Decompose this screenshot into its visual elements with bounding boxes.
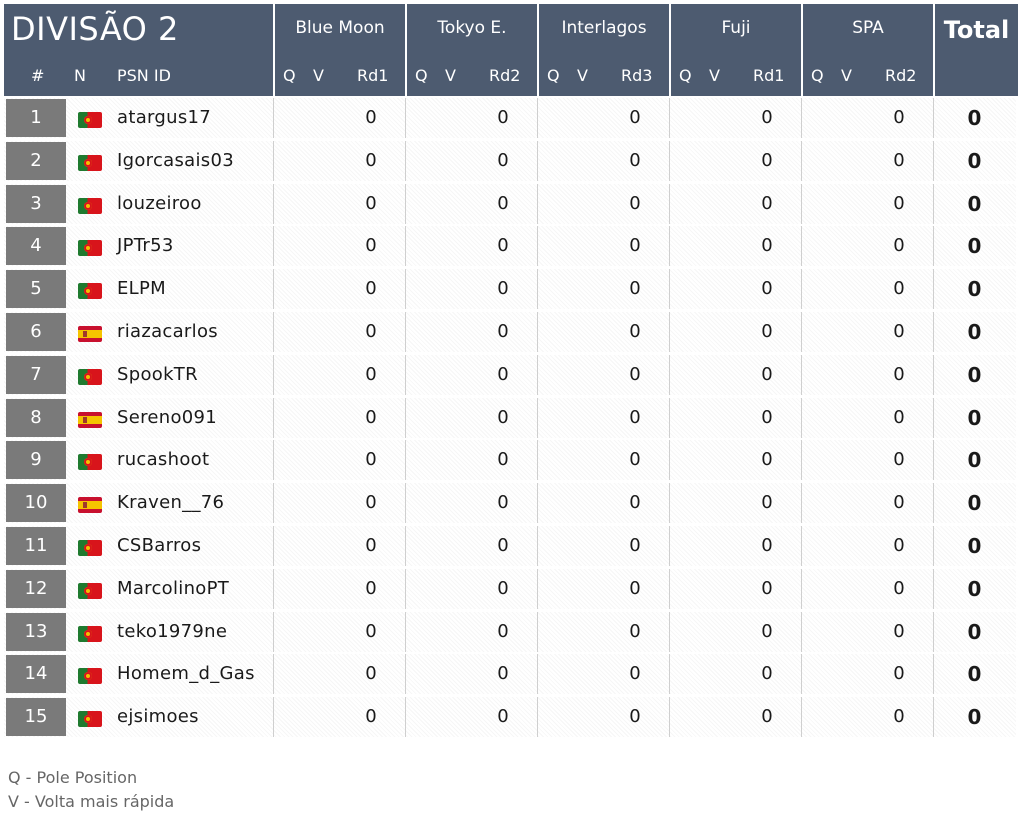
column-divider	[669, 654, 670, 694]
portugal-flag-icon	[78, 583, 102, 599]
column-divider	[405, 226, 406, 266]
column-divider	[669, 526, 670, 566]
round-score: 0	[761, 706, 773, 728]
round-score: 0	[761, 406, 773, 428]
column-divider	[537, 654, 538, 694]
table-row	[4, 226, 1016, 266]
position-cell: 11	[6, 527, 66, 565]
total-score: 0	[967, 662, 982, 687]
track-name: Blue Moon	[295, 18, 385, 38]
table-row	[4, 483, 1016, 523]
round-score: 0	[629, 149, 641, 171]
column-divider	[537, 612, 538, 652]
track-header-interlagos	[539, 4, 669, 96]
column-divider	[405, 98, 406, 138]
psn-id: ejsimoes	[117, 706, 199, 728]
column-divider	[669, 612, 670, 652]
col-pos-header: #	[31, 66, 45, 85]
column-divider	[801, 355, 802, 395]
round-score: 0	[497, 706, 509, 728]
column-divider	[669, 355, 670, 395]
round-score: 0	[497, 492, 509, 514]
division-title: DIVISÃO 2	[11, 10, 179, 48]
round-score: 0	[893, 663, 905, 685]
track-header-spa	[803, 4, 933, 96]
column-divider	[801, 184, 802, 224]
psn-id: Kraven__76	[117, 492, 225, 514]
track-name: Interlagos	[561, 18, 647, 38]
position-cell: 1	[6, 99, 66, 137]
psn-id: ELPM	[117, 278, 166, 300]
total-score: 0	[967, 234, 982, 259]
column-divider	[405, 440, 406, 480]
round-score: 0	[893, 620, 905, 642]
column-divider	[273, 226, 274, 266]
round-score: 0	[365, 620, 377, 642]
total-score: 0	[967, 191, 982, 216]
table-row	[4, 398, 1016, 438]
rd-header: Rd2	[489, 66, 521, 85]
spain-flag-icon	[78, 326, 102, 342]
position-cell: 7	[6, 356, 66, 394]
round-score: 0	[629, 235, 641, 257]
column-divider	[537, 697, 538, 737]
round-score: 0	[365, 492, 377, 514]
psn-id: teko1979ne	[117, 620, 228, 642]
total-score: 0	[967, 534, 982, 558]
total-score: 0	[967, 448, 982, 473]
column-divider	[273, 654, 274, 694]
title-cell	[4, 4, 273, 96]
psn-id: Igorcasais03	[117, 149, 234, 171]
round-score: 0	[629, 577, 641, 599]
round-score: 0	[893, 149, 905, 171]
round-score: 0	[893, 706, 905, 728]
round-score: 0	[893, 192, 905, 214]
portugal-flag-icon	[78, 369, 102, 385]
column-divider	[801, 612, 802, 652]
column-divider	[669, 569, 670, 609]
spain-flag-icon	[78, 412, 102, 428]
position-cell: 4	[6, 227, 66, 265]
psn-id: Homem_d_Gas	[117, 663, 255, 685]
total-score: 0	[967, 619, 982, 644]
round-score: 0	[629, 278, 641, 300]
column-divider	[273, 483, 274, 523]
round-score: 0	[893, 577, 905, 599]
round-score: 0	[497, 577, 509, 599]
position-cell: 8	[6, 399, 66, 437]
column-divider	[405, 184, 406, 224]
total-score: 0	[967, 491, 982, 516]
round-score: 0	[365, 321, 377, 342]
column-divider	[669, 312, 670, 352]
column-divider	[537, 483, 538, 523]
round-score: 0	[761, 278, 773, 300]
round-score: 0	[893, 406, 905, 428]
total-score: 0	[967, 106, 982, 130]
column-divider	[801, 697, 802, 737]
psn-id: MarcolinoPT	[117, 577, 230, 599]
round-score: 0	[497, 535, 509, 556]
round-score: 0	[761, 235, 773, 257]
q-header: Q	[679, 66, 692, 85]
table-row	[4, 141, 1016, 181]
psn-id: SpookTR	[117, 363, 198, 385]
table-row	[4, 697, 1016, 737]
total-score: 0	[967, 405, 982, 430]
round-score: 0	[497, 107, 509, 128]
v-header: V	[445, 66, 456, 85]
v-header: V	[841, 66, 852, 85]
round-score: 0	[629, 620, 641, 642]
column-divider	[405, 398, 406, 438]
column-divider	[537, 440, 538, 480]
psn-id: JPTr53	[117, 235, 174, 257]
column-divider	[537, 269, 538, 309]
column-divider	[669, 184, 670, 224]
table-row	[4, 612, 1016, 652]
column-divider	[273, 440, 274, 480]
portugal-flag-icon	[78, 198, 102, 214]
col-psn-header: PSN ID	[117, 66, 171, 85]
column-divider	[669, 141, 670, 181]
position-cell: 6	[6, 313, 66, 351]
round-score: 0	[761, 107, 773, 128]
column-divider	[537, 398, 538, 438]
column-divider	[669, 483, 670, 523]
column-divider	[405, 483, 406, 523]
round-score: 0	[497, 321, 509, 342]
table-row	[4, 440, 1016, 480]
table-row	[4, 312, 1016, 352]
column-divider	[273, 697, 274, 737]
column-divider	[537, 226, 538, 266]
round-score: 0	[629, 663, 641, 685]
column-divider	[669, 269, 670, 309]
total-score: 0	[967, 362, 982, 387]
round-score: 0	[497, 278, 509, 300]
round-score: 0	[497, 192, 509, 214]
portugal-flag-icon	[78, 283, 102, 299]
round-score: 0	[365, 235, 377, 257]
portugal-flag-icon	[78, 626, 102, 642]
table-row	[4, 98, 1016, 138]
column-divider	[537, 141, 538, 181]
portugal-flag-icon	[78, 540, 102, 556]
column-divider	[537, 98, 538, 138]
column-divider	[405, 312, 406, 352]
column-divider	[405, 269, 406, 309]
rd-header: Rd1	[357, 66, 389, 85]
q-header: Q	[283, 66, 296, 85]
position-cell: 3	[6, 185, 66, 223]
track-header-fuji	[671, 4, 801, 96]
round-score: 0	[893, 278, 905, 300]
column-divider	[537, 355, 538, 395]
round-score: 0	[629, 406, 641, 428]
round-score: 0	[365, 577, 377, 599]
round-score: 0	[893, 107, 905, 128]
q-header: Q	[547, 66, 560, 85]
column-divider	[405, 355, 406, 395]
column-divider	[273, 355, 274, 395]
v-header: V	[313, 66, 324, 85]
rd-header: Rd2	[885, 66, 917, 85]
rd-header: Rd1	[753, 66, 785, 85]
portugal-flag-icon	[78, 711, 102, 727]
round-score: 0	[365, 663, 377, 685]
round-score: 0	[629, 192, 641, 214]
position-cell: 13	[6, 613, 66, 651]
v-header: V	[577, 66, 588, 85]
portugal-flag-icon	[78, 668, 102, 684]
total-label: Total	[943, 16, 1010, 44]
column-divider	[273, 612, 274, 652]
column-divider	[801, 654, 802, 694]
column-divider	[273, 98, 274, 138]
table-row	[4, 269, 1016, 309]
portugal-flag-icon	[78, 240, 102, 256]
psn-id: louzeiroo	[117, 192, 202, 214]
portugal-flag-icon	[78, 112, 102, 128]
psn-id: Sereno091	[117, 406, 218, 428]
round-score: 0	[761, 363, 773, 385]
round-score: 0	[761, 149, 773, 171]
track-name: SPA	[852, 18, 884, 38]
column-divider	[801, 569, 802, 609]
round-score: 0	[365, 449, 377, 471]
q-header: Q	[811, 66, 824, 85]
round-score: 0	[761, 192, 773, 214]
round-score: 0	[497, 363, 509, 385]
round-score: 0	[365, 535, 377, 556]
column-divider	[273, 398, 274, 438]
round-score: 0	[893, 235, 905, 257]
table-row	[4, 654, 1016, 694]
column-divider	[537, 526, 538, 566]
psn-id: atargus17	[117, 107, 212, 128]
column-divider	[801, 98, 802, 138]
round-score: 0	[629, 492, 641, 514]
track-name: Fuji	[721, 18, 751, 38]
legend-v: V - Volta mais rápida	[8, 792, 175, 811]
column-divider	[537, 312, 538, 352]
round-score: 0	[365, 192, 377, 214]
round-score: 0	[629, 321, 641, 342]
rd-header: Rd3	[621, 66, 653, 85]
column-divider	[405, 141, 406, 181]
column-divider	[801, 440, 802, 480]
round-score: 0	[761, 321, 773, 342]
position-cell: 14	[6, 655, 66, 693]
round-score: 0	[497, 620, 509, 642]
round-score: 0	[497, 663, 509, 685]
round-score: 0	[497, 235, 509, 257]
psn-id: riazacarlos	[117, 321, 218, 342]
round-score: 0	[497, 449, 509, 471]
table-row	[4, 526, 1016, 566]
legend-q: Q - Pole Position	[8, 768, 138, 787]
col-nat-header: N	[74, 66, 86, 85]
round-score: 0	[893, 363, 905, 385]
column-divider	[405, 569, 406, 609]
column-divider	[405, 697, 406, 737]
total-score: 0	[967, 148, 982, 173]
track-header-blue-moon	[275, 4, 405, 96]
column-divider	[801, 483, 802, 523]
column-divider	[801, 312, 802, 352]
position-cell: 9	[6, 441, 66, 479]
track-name: Tokyo E.	[437, 18, 507, 38]
column-divider	[801, 269, 802, 309]
column-divider	[669, 226, 670, 266]
round-score: 0	[629, 107, 641, 128]
column-divider	[273, 569, 274, 609]
column-divider	[801, 226, 802, 266]
round-score: 0	[497, 149, 509, 171]
position-cell: 2	[6, 142, 66, 180]
column-divider	[669, 98, 670, 138]
column-divider	[405, 654, 406, 694]
spain-flag-icon	[78, 497, 102, 513]
round-score: 0	[629, 706, 641, 728]
round-score: 0	[893, 321, 905, 342]
column-divider	[405, 526, 406, 566]
round-score: 0	[761, 663, 773, 685]
portugal-flag-icon	[78, 155, 102, 171]
position-cell: 10	[6, 484, 66, 522]
v-header: V	[709, 66, 720, 85]
round-score: 0	[365, 278, 377, 300]
round-score: 0	[629, 363, 641, 385]
column-divider	[669, 697, 670, 737]
column-divider	[537, 184, 538, 224]
round-score: 0	[761, 577, 773, 599]
track-header-tokyo	[407, 4, 537, 96]
position-cell: 5	[6, 270, 66, 308]
round-score: 0	[365, 363, 377, 385]
total-header	[935, 4, 1018, 96]
position-cell: 12	[6, 570, 66, 608]
column-divider	[669, 440, 670, 480]
column-divider	[273, 312, 274, 352]
round-score: 0	[761, 620, 773, 642]
portugal-flag-icon	[78, 454, 102, 470]
round-score: 0	[893, 449, 905, 471]
round-score: 0	[629, 535, 641, 556]
column-divider	[537, 569, 538, 609]
round-score: 0	[629, 449, 641, 471]
column-divider	[273, 526, 274, 566]
round-score: 0	[365, 107, 377, 128]
table-row	[4, 184, 1016, 224]
round-score: 0	[761, 535, 773, 556]
round-score: 0	[893, 535, 905, 556]
psn-id: CSBarros	[117, 535, 202, 556]
column-divider	[273, 141, 274, 181]
position-cell: 15	[6, 698, 66, 736]
round-score: 0	[365, 706, 377, 728]
round-score: 0	[497, 406, 509, 428]
column-divider	[801, 141, 802, 181]
column-divider	[669, 398, 670, 438]
column-divider	[273, 269, 274, 309]
psn-id: rucashoot	[117, 449, 210, 471]
round-score: 0	[365, 406, 377, 428]
standings-header	[4, 4, 1016, 96]
total-score: 0	[967, 705, 982, 730]
round-score: 0	[365, 149, 377, 171]
round-score: 0	[893, 492, 905, 514]
table-row	[4, 569, 1016, 609]
q-header: Q	[415, 66, 428, 85]
table-row	[4, 355, 1016, 395]
column-divider	[273, 184, 274, 224]
column-divider	[801, 398, 802, 438]
round-score: 0	[761, 492, 773, 514]
total-score: 0	[967, 576, 982, 601]
round-score: 0	[761, 449, 773, 471]
total-score: 0	[967, 277, 982, 302]
column-divider	[801, 526, 802, 566]
column-divider	[405, 612, 406, 652]
total-score: 0	[967, 320, 982, 344]
